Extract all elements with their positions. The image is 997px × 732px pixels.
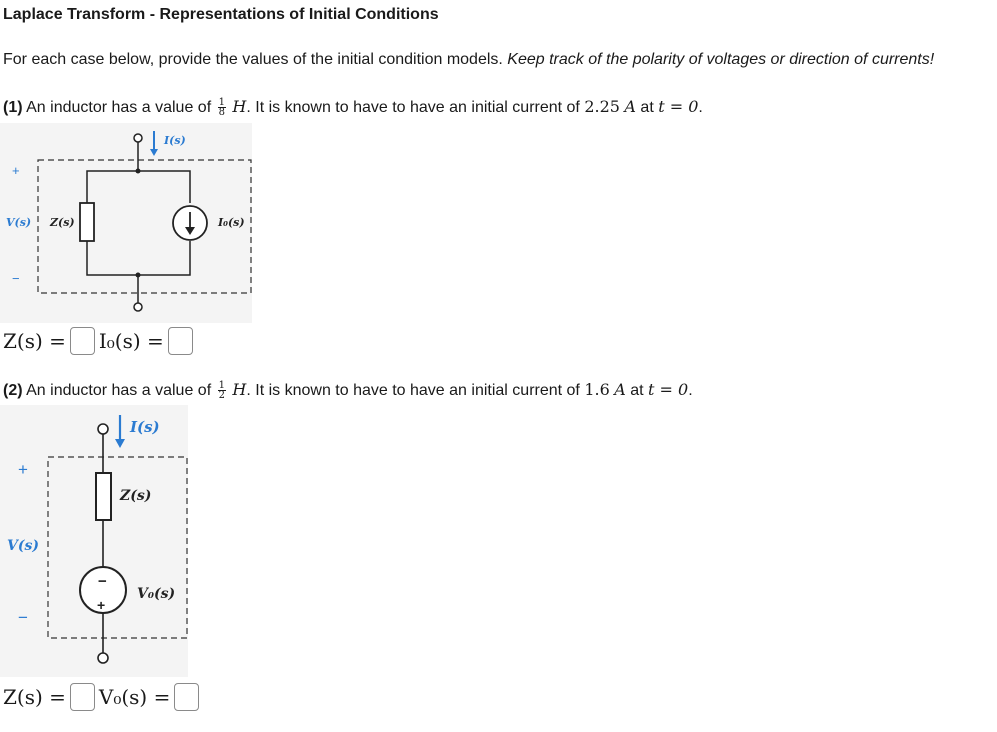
- problem-1-time-condition: t = 0: [658, 97, 699, 116]
- problem-1-text-b: . It is known to have to have an initial current of: [246, 99, 585, 116]
- plus-sign: +: [18, 460, 28, 479]
- page-title: Laplace Transform - Representations of Initial Conditions: [3, 6, 439, 23]
- fraction-numerator: 1: [218, 380, 225, 392]
- current-label: I(s): [130, 418, 160, 436]
- impedance-resistor: [96, 473, 111, 520]
- answer-label-i0: I₀(s) =: [98, 329, 164, 353]
- bottom-terminal: [98, 653, 108, 663]
- problem-2-number: (2): [3, 382, 23, 399]
- voltage-label: V(s): [7, 538, 39, 554]
- problem-2-time-condition: t = 0: [648, 380, 689, 399]
- answer-input-i0[interactable]: [168, 327, 193, 355]
- problem-2-inductance-fraction: [218, 381, 226, 400]
- problem-1-answers: [3, 327, 197, 355]
- answer-label-v0: V₀(s) =: [98, 685, 171, 709]
- unit-ampere: A: [614, 380, 626, 399]
- problem-1-inductance-fraction: [218, 98, 226, 117]
- instructions-emphasis: Keep track of the polarity of voltages or direction of currents!: [507, 51, 935, 68]
- answer-input-v0[interactable]: [174, 683, 199, 711]
- problem-1-current-value: 2.25: [584, 97, 620, 116]
- answer-input-z[interactable]: [70, 327, 95, 355]
- answer-label-z: Z(s) =: [3, 329, 66, 353]
- problem-2-current-value: 1.6: [584, 380, 610, 399]
- impedance-resistor: [80, 203, 94, 241]
- top-terminal: [98, 424, 108, 434]
- circuit-diagram-1: [0, 123, 252, 323]
- problem-1-text-d: .: [698, 99, 703, 116]
- fraction-denominator: 2: [218, 390, 225, 402]
- voltage-label: V(s): [6, 216, 32, 229]
- problem-1-text-a: An inductor has a value of: [22, 99, 216, 116]
- unit-henry: H: [232, 97, 247, 116]
- unit-henry: H: [232, 380, 247, 399]
- source-label: I₀(s): [218, 216, 245, 229]
- problem-2-text-c: at: [625, 382, 649, 399]
- minus-sign: −: [18, 608, 28, 627]
- fraction-denominator: 8: [218, 107, 225, 119]
- source-plus: +: [97, 597, 106, 613]
- problem-2-text-b: . It is known to have to have an initial current of: [246, 382, 585, 399]
- problem-1-text-c: at: [635, 99, 659, 116]
- unit-ampere: A: [624, 97, 636, 116]
- plus-sign: +: [12, 163, 20, 178]
- answer-input-z[interactable]: [70, 683, 95, 711]
- problem-1-number: (1): [3, 99, 23, 116]
- current-label: I(s): [164, 134, 186, 147]
- fraction-numerator: 1: [218, 97, 225, 109]
- instructions-text: For each case below, provide the values of the initial condition models.: [3, 51, 508, 68]
- problem-1-statement: [3, 97, 703, 117]
- problem-2-statement: [3, 380, 693, 400]
- source-label: V₀(s): [137, 586, 176, 602]
- problem-2-text-a: An inductor has a value of: [22, 382, 216, 399]
- problem-2-answers: [3, 683, 203, 711]
- answer-label-z: Z(s) =: [3, 685, 66, 709]
- source-minus: −: [98, 573, 107, 590]
- problem-2-text-d: .: [688, 382, 693, 399]
- impedance-label: Z(s): [50, 216, 75, 229]
- top-terminal: [134, 134, 142, 142]
- minus-sign: −: [12, 271, 20, 286]
- impedance-label: Z(s): [120, 488, 152, 504]
- instructions: [3, 51, 934, 69]
- circuit-diagram-2: [0, 405, 188, 677]
- bottom-terminal: [134, 303, 142, 311]
